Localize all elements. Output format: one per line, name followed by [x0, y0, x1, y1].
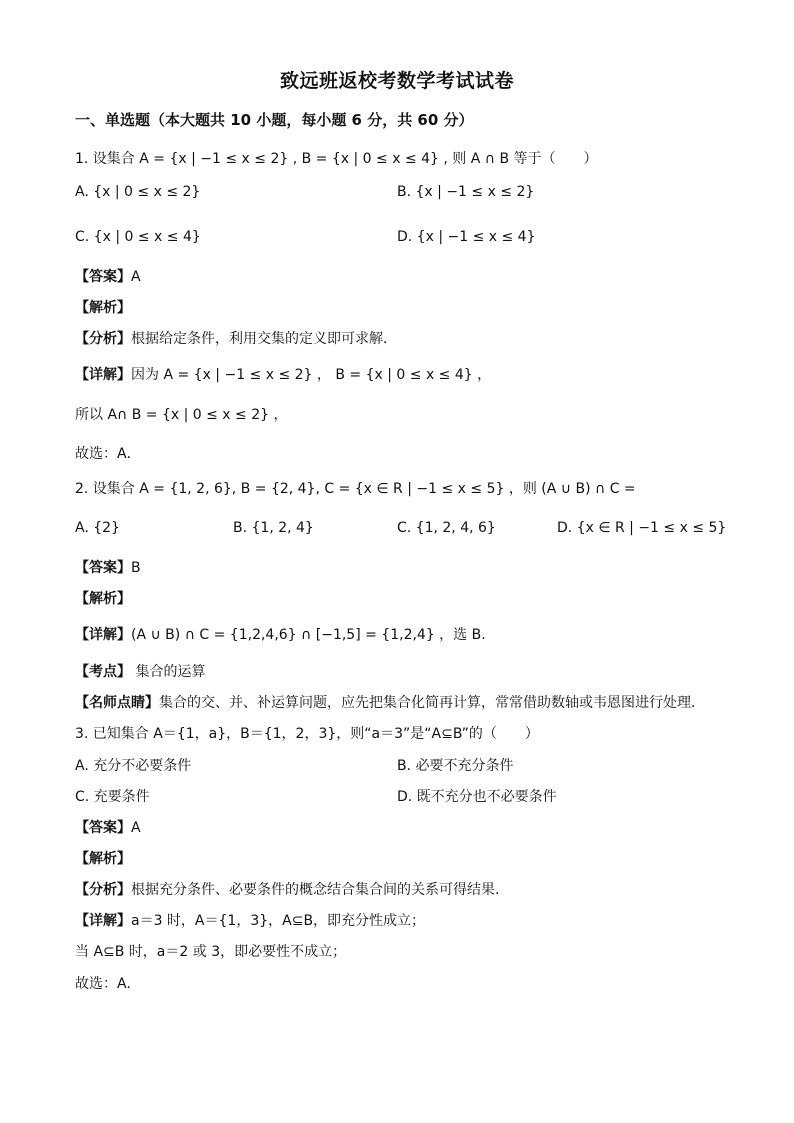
q3-xiangjie-tag: 【详解】 — [75, 913, 131, 929]
q2-xiangjie: (A ∪ B) ∩ C = {1,2,4,6} ∩ [−1,5] = {1,2,4} ，选 B. — [131, 627, 486, 643]
q1-answer: A — [131, 269, 141, 285]
q3-option-b: B. 必要不充分条件 — [397, 758, 514, 774]
q3-answer: A — [131, 820, 141, 836]
q2-mingshi-tag: 【名师点睛】 — [75, 695, 159, 711]
q3-option-d: D. 既不充分也不必要条件 — [397, 789, 557, 805]
q3-fenxi: 根据充分条件、必要条件的概念结合集合间的关系可得结果. — [131, 882, 500, 898]
q2-mingshi-row — [75, 692, 705, 712]
q3-answer-tag: 【答案】 — [75, 820, 131, 836]
q1-xiangjie-line3: 故选：A． — [75, 446, 141, 462]
q1-fenxi-tag: 【分析】 — [75, 331, 131, 347]
q1-option-d: D. {x | −1 ≤ x ≤ 4} — [397, 229, 536, 245]
q2-answer: B — [131, 560, 141, 576]
q1-option-c: C. {x | 0 ≤ x ≤ 4} — [75, 229, 201, 245]
q2-option-a: A. {2} — [75, 520, 120, 536]
q1-answer-tag: 【答案】 — [75, 269, 131, 285]
q3-xiangjie: a＝3 时，A＝{1，3}，A⊆B，即充分性成立； — [131, 913, 426, 929]
q1-xiangjie-tag: 【详解】 — [75, 367, 131, 383]
q3-xiangjie-row — [75, 910, 425, 930]
q2-kaodian: 集合的运算 — [131, 664, 206, 680]
q1-xiangjie-row — [75, 364, 491, 384]
q3-stem: 3. 已知集合 A＝{1，a}，B＝{1，2，3}，则“a＝3”是“A⊆B”的（ ） — [75, 726, 539, 742]
q3-xiangjie-line3: 故选：A. — [75, 976, 131, 992]
q3-analysis-tag: 【解析】 — [75, 851, 131, 867]
q2-answer-row — [75, 557, 141, 577]
q1-answer-row — [75, 266, 141, 286]
q1-option-b: B. {x | −1 ≤ x ≤ 2} — [397, 184, 535, 200]
q2-mingshi: 集合的交、并、补运算问题，应先把集合化简再计算，常常借助数轴或韦恩图进行处理． — [159, 695, 705, 711]
q2-kaodian-row — [75, 661, 205, 681]
q3-xiangjie-line2: 当 A⊆B 时，a＝2 或 3，即必要性不成立； — [75, 944, 347, 960]
q2-analysis-tag: 【解析】 — [75, 591, 131, 607]
q3-option-c: C. 充要条件 — [75, 789, 150, 805]
q3-option-a: A. 充分不必要条件 — [75, 758, 192, 774]
q2-option-c: C. {1, 2, 4, 6} — [397, 520, 496, 536]
q2-kaodian-tag: 【考点】 — [75, 664, 131, 680]
q1-stem: 1. 设集合 A = {x | −1 ≤ x ≤ 2} , B = {x | 0 ≤ x ≤ 4} , 则 A ∩ B 等于（ ） — [75, 151, 598, 167]
q1-analysis-tag: 【解析】 — [75, 300, 131, 316]
q1-fenxi: 根据给定条件，利用交集的定义即可求解． — [131, 331, 397, 347]
section-heading: 一、单选题（本大题共 10 小题，每小题 6 分，共 60 分） — [75, 111, 474, 129]
q3-fenxi-row — [75, 879, 499, 899]
q1-xiangjie-line2: 所以 A∩ B = {x | 0 ≤ x ≤ 2} ， — [75, 407, 288, 423]
q2-option-d: D. {x ∈ R | −1 ≤ x ≤ 5} — [557, 520, 727, 536]
q2-stem: 2. 设集合 A = {1, 2, 6}, B = {2, 4}, C = {x ∈ R | −1 ≤ x ≤ 5} ，则 (A ∪ B) ∩ C = — [75, 481, 636, 497]
q3-answer-row — [75, 817, 141, 837]
q2-xiangjie-tag: 【详解】 — [75, 627, 131, 643]
q1-fenxi-row — [75, 328, 397, 348]
q2-answer-tag: 【答案】 — [75, 560, 131, 576]
q1-option-a: A. {x | 0 ≤ x ≤ 2} — [75, 184, 201, 200]
q3-fenxi-tag: 【分析】 — [75, 882, 131, 898]
q2-xiangjie-row — [75, 624, 486, 644]
q2-option-b: B. {1, 2, 4} — [233, 520, 314, 536]
exam-title: 致远班返校考数学考试试卷 — [279, 70, 514, 92]
q1-xiangjie: 因为 A = {x | −1 ≤ x ≤ 2} ， B = {x | 0 ≤ x ≤ 4} ， — [131, 367, 492, 383]
